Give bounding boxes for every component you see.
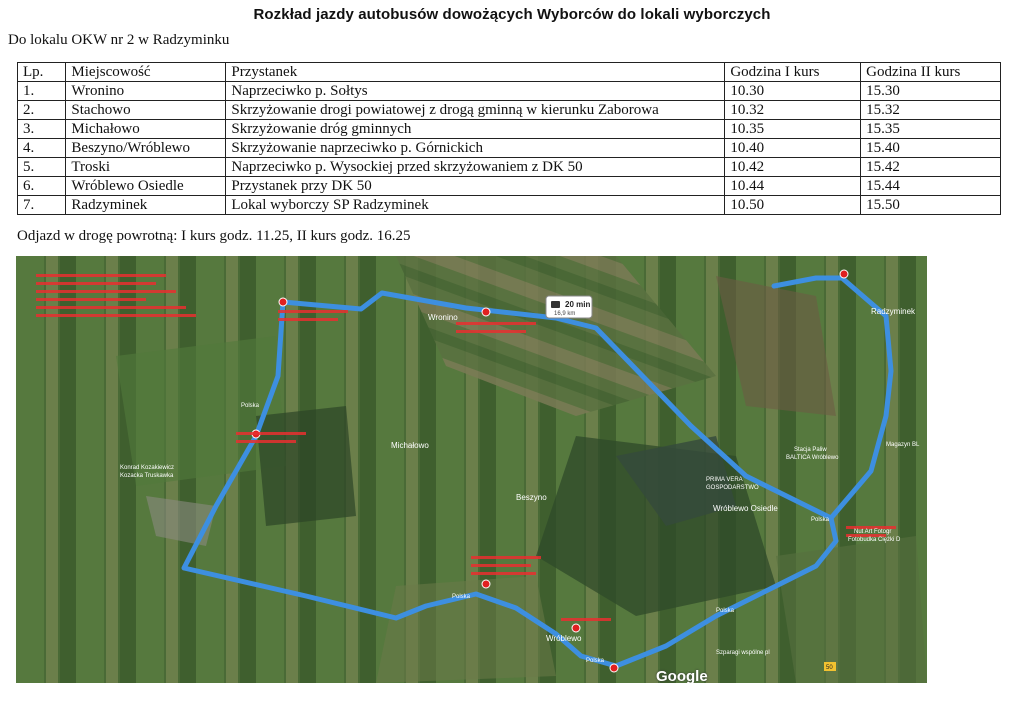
cell-kurs-2: 15.40: [861, 139, 1001, 158]
route-duration: 20 min: [565, 300, 591, 309]
table-row: [18, 196, 1001, 215]
stop-marker[interactable]: [572, 624, 580, 632]
poi-label-magazyn: Magazyn BL: [886, 442, 920, 448]
poi-label-konrad-sub: Kozacka Truskawka: [120, 473, 174, 479]
cell-miejscowosc: Stachowo: [66, 101, 226, 120]
cell-lp: 4.: [18, 139, 66, 158]
poi-label-prima-sub: GOSPODARSTWO: [706, 485, 759, 491]
route-distance: 16,9 km: [554, 311, 576, 317]
cell-kurs-1: 10.35: [725, 120, 861, 139]
cell-kurs-1: 10.40: [725, 139, 861, 158]
cell-lp: 2.: [18, 101, 66, 120]
cell-miejscowosc: Troski: [66, 158, 226, 177]
stop-marker[interactable]: [482, 308, 490, 316]
table-row: [18, 177, 1001, 196]
road-label: Polska: [586, 658, 605, 664]
page-title: Rozkład jazdy autobusów dowożących Wyborców do lokali wyborczych: [253, 6, 771, 23]
cell-lp: 1.: [18, 82, 66, 101]
place-label-wroblewo-osiedle: Wróblewo Osiedle: [713, 504, 778, 513]
table-row: [18, 158, 1001, 177]
poi-label-konrad: Konrad Kozakiewicz: [120, 465, 175, 471]
schedule-table: [17, 62, 1001, 215]
page-subtitle: Do lokalu OKW nr 2 w Radzyminku: [8, 32, 230, 48]
place-label-wroblewo: Wróblewo: [546, 634, 582, 643]
stop-marker[interactable]: [482, 580, 490, 588]
cell-kurs-2: 15.44: [861, 177, 1001, 196]
header-kurs-1: Godzina I kurs: [725, 63, 861, 82]
cell-kurs-2: 15.42: [861, 158, 1001, 177]
cell-kurs-2: 15.50: [861, 196, 1001, 215]
cell-miejscowosc: Michałowo: [66, 120, 226, 139]
poi-label-szparagi: Szparagi wspólne pl: [716, 650, 770, 656]
cell-kurs-2: 15.30: [861, 82, 1001, 101]
road-number-sign: [824, 662, 836, 671]
cell-kurs-1: 10.30: [725, 82, 861, 101]
cell-lp: 5.: [18, 158, 66, 177]
place-label-radzyminek: Radzyminek: [871, 307, 916, 316]
header-miejscowosc: Miejscowość: [66, 63, 226, 82]
cell-lp: 3.: [18, 120, 66, 139]
cell-przystanek: Naprzeciwko p. Wysockiej przed skrzyżowaniem z DK 50: [226, 158, 725, 177]
cell-miejscowosc: Radzyminek: [66, 196, 226, 215]
poi-label-nut-art-sub: Fotobudka Ciężki D: [848, 537, 901, 543]
stop-marker[interactable]: [279, 298, 287, 306]
poi-label-stacja: Stacja Paliw: [794, 447, 827, 453]
place-label-beszyno: Beszyno: [516, 493, 547, 502]
poi-label-stacja-sub: BALTICA Wróblewo: [786, 455, 839, 461]
road-label: Polska: [811, 517, 830, 523]
road-label: Polska: [241, 403, 260, 409]
google-logo: Google: [656, 668, 708, 683]
place-label-michalowo: Michałowo: [391, 441, 429, 450]
poi-label-nut-art: Nut Art Fotogr: [854, 529, 892, 535]
cell-kurs-1: 10.32: [725, 101, 861, 120]
stop-marker[interactable]: [610, 664, 618, 672]
route-map: [16, 256, 927, 683]
road-number: 50: [826, 665, 833, 671]
poi-label-prima: PRIMA VERA: [706, 477, 743, 483]
return-note: Odjazd w drogę powrotną: I kurs godz. 11.25, II kurs godz. 16.25: [17, 228, 411, 244]
cell-przystanek: Naprzeciwko p. Sołtys: [226, 82, 725, 101]
cell-przystanek: Skrzyżowanie dróg gminnych: [226, 120, 725, 139]
satellite-map: [16, 256, 927, 683]
cell-miejscowosc: Beszyno/Wróblewo: [66, 139, 226, 158]
cell-kurs-1: 10.42: [725, 158, 861, 177]
cell-przystanek: Skrzyżowanie drogi powiatowej z drogą gminną w kierunku Zaborowa: [226, 101, 725, 120]
cell-miejscowosc: Wróblewo Osiedle: [66, 177, 226, 196]
cell-lp: 7.: [18, 196, 66, 215]
table-header-row: [18, 63, 1001, 82]
table-row: [18, 139, 1001, 158]
table-row: [18, 101, 1001, 120]
cell-lp: 6.: [18, 177, 66, 196]
header-kurs-2: Godzina II kurs: [861, 63, 1001, 82]
cell-kurs-2: 15.32: [861, 101, 1001, 120]
cell-przystanek: Lokal wyborczy SP Radzyminek: [226, 196, 725, 215]
cell-przystanek: Przystanek przy DK 50: [226, 177, 725, 196]
cell-przystanek: Skrzyżowanie naprzeciwko p. Górnickich: [226, 139, 725, 158]
header-przystanek: Przystanek: [226, 63, 725, 82]
cell-kurs-2: 15.35: [861, 120, 1001, 139]
table-row: [18, 82, 1001, 101]
place-label-wronino: Wronino: [428, 313, 458, 322]
road-label: Polska: [452, 594, 471, 600]
table-row: [18, 120, 1001, 139]
header-lp: Lp.: [18, 63, 66, 82]
stop-marker[interactable]: [840, 270, 848, 278]
cell-kurs-1: 10.50: [725, 196, 861, 215]
route-duration-badge: [546, 296, 592, 318]
cell-miejscowosc: Wronino: [66, 82, 226, 101]
cell-kurs-1: 10.44: [725, 177, 861, 196]
road-label: Polska: [716, 608, 735, 614]
